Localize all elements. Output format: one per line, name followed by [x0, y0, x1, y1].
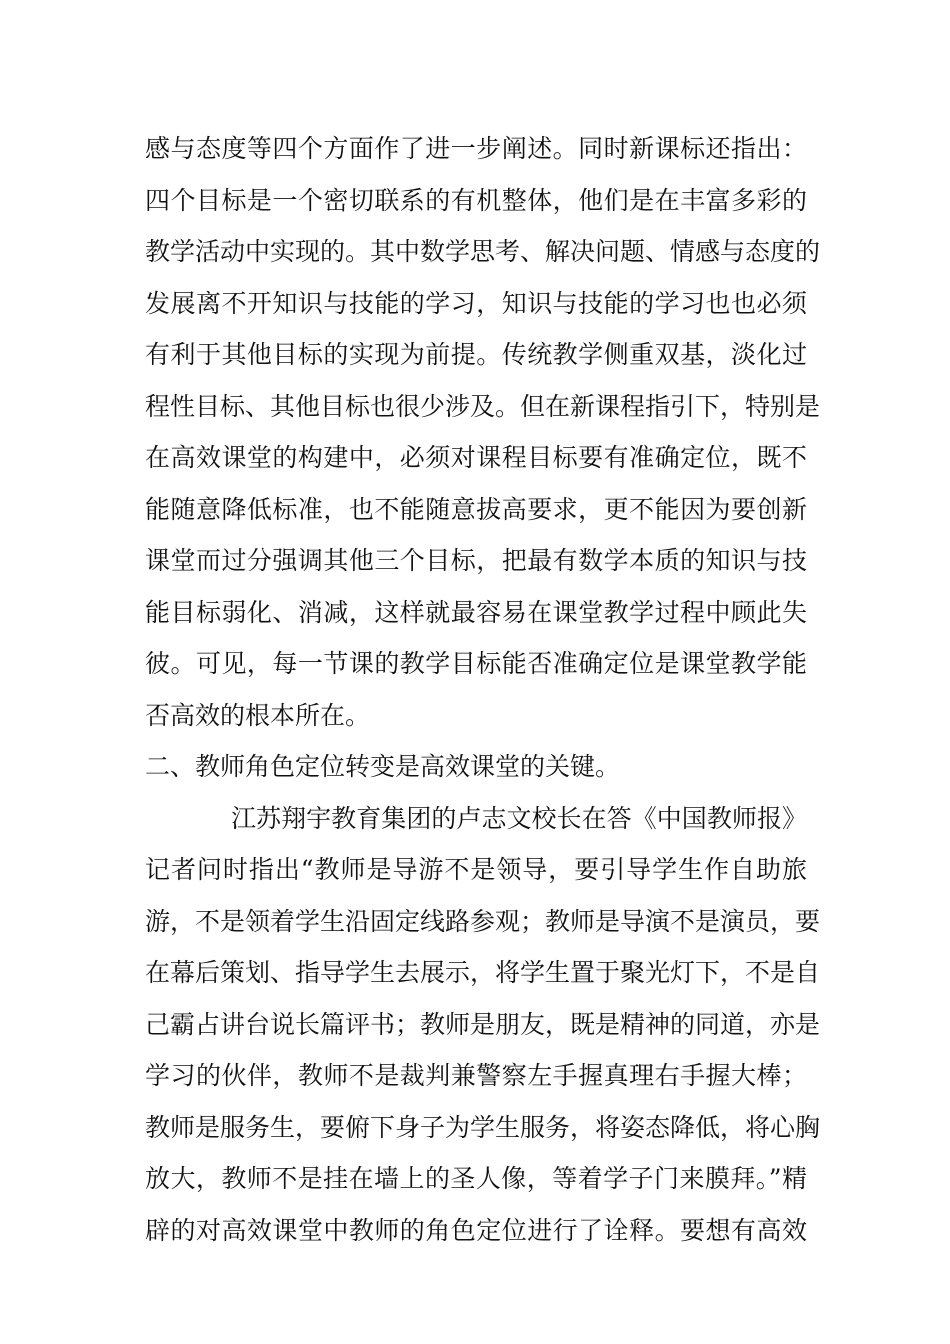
text-line: 有利于其他目标的实现为前提。传统教学侧重双基，淡化过: [145, 340, 807, 369]
text-line: 学习的伙伴，教师不是裁判兼警察左手握真理右手握大棒；: [145, 1061, 807, 1090]
text-line: 否高效的根本所在。: [145, 700, 371, 730]
text-line: 发展离不开知识与技能的学习，知识与技能的学习也也必须: [145, 288, 807, 318]
text-line: 教师是服务生，要俯下身子为学生服务，将姿态降低，将心胸: [145, 1112, 821, 1142]
text-line: 课堂而过分强调其他三个目标，把最有数学本质的知识与技: [145, 546, 807, 575]
text-line: 教学活动中实现的。其中数学思考、解决问题、情感与态度的: [145, 237, 821, 266]
text-line: 感与态度等四个方面作了进一步阐述。同时新课标还指出：: [145, 134, 807, 163]
text-line: 己霸占讲台说长篇评书；教师是朋友，既是精神的同道，亦是: [145, 1009, 821, 1039]
text-line: 程性目标、其他目标也很少涉及。但在新课程指引下，特别是: [145, 391, 821, 421]
text-line: 能随意降低标准，也不能随意拔高要求，更不能因为要创新: [145, 494, 807, 524]
text-line: 放大，教师不是挂在墙上的圣人像，等着学子门来膜拜。”精: [145, 1164, 807, 1193]
text-line: 在幕后策划、指导学生去展示，将学生置于聚光灯下，不是自: [145, 958, 821, 987]
body-text: [145, 123, 821, 1256]
text-line: 辟的对高效课堂中教师的角色定位进行了诠释。要想有高效: [145, 1215, 807, 1245]
text-line: 彼。可见，每一节课的教学目标能否准确定位是课堂教学能: [145, 649, 807, 678]
text-line: 记者问时指出“教师是导游不是领导，要引导学生作自助旅: [145, 855, 807, 884]
paragraph-first-line: 江苏翔宇教育集团的卢志文校长在答《中国教师报》: [231, 803, 807, 833]
section-heading: 二、教师角色定位转变是高效课堂的关键。: [145, 752, 621, 781]
text-line: 游，不是领着学生沿固定线路参观；教师是导演不是演员，要: [145, 906, 821, 936]
text-line: 在高效课堂的构建中，必须对课程目标要有准确定位，既不: [145, 443, 807, 472]
text-line: 能目标弱化、消减，这样就最容易在课堂教学过程中顾此失: [145, 597, 807, 627]
text-line: 四个目标是一个密切联系的有机整体，他们是在丰富多彩的: [145, 185, 807, 215]
